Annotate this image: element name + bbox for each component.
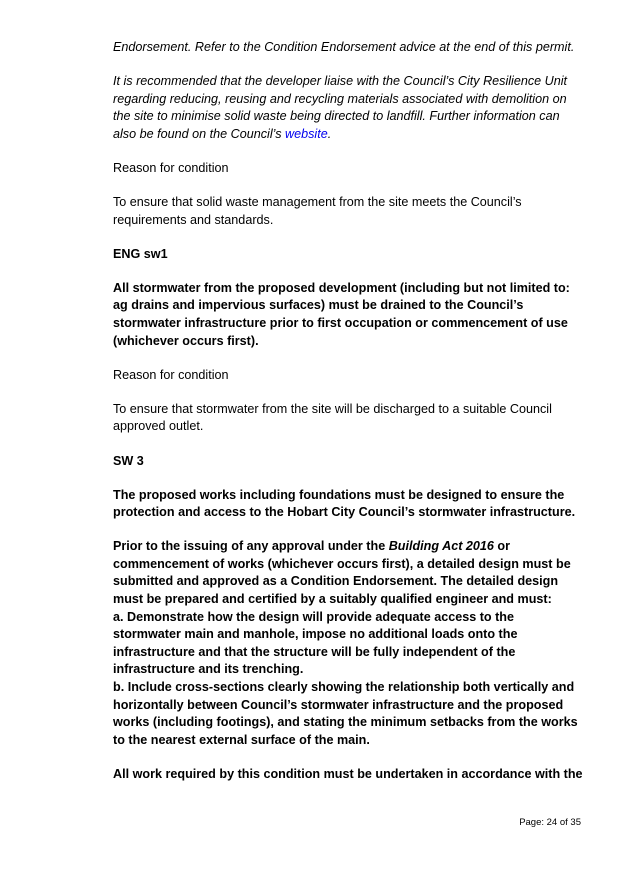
page-number: Page: 24 of 35 xyxy=(519,817,581,828)
recommendation-text: It is recommended that the developer liaise with the Council’s City Resilience Unit regarding reducing, reusing and recycling materials associated with demolition on the site to minimise solid waste being directed to landfill. Further information can also be found on the Council’s xyxy=(113,74,568,141)
sw3-p2-start: Prior to the issuing of any approval under the xyxy=(113,539,389,554)
document-body xyxy=(113,39,583,800)
sw3-p2-rest: or commencement of works (whichever occurs first), a detailed design must be submitted and approved as a Condition Endorsement. The detailed design must be prepared and certified by a suitably qualified engineer and must: xyxy=(113,539,571,607)
sw3-paragraph-3: All work required by this condition must be undertaken in accordance with the xyxy=(113,766,583,781)
reason-text-2: To ensure that stormwater from the site will be discharged to a suitable Council approved outlet. xyxy=(113,401,552,434)
sw3-item-a: a. Demonstrate how the design will provide adequate access to the stormwater main and manhole, impose no additional loads onto the infrastructure and that the structure will be fully independent of the infrastructure and its trenching. xyxy=(113,609,518,677)
reason-heading-1: Reason for condition xyxy=(113,160,229,175)
sw3-paragraph-1: The proposed works including foundations must be designed to ensure the protection and access to the Hobart City Council’s stormwater infrastructure. xyxy=(113,487,576,520)
sw3-item-b: b. Include cross-sections clearly showing the relationship both vertically and horizontally between Council’s stormwater infrastructure and the proposed works (including footings), and stating the minimum setbacks from the works to the nearest external surface of the main. xyxy=(113,680,578,747)
recommendation-paragraph xyxy=(113,73,583,143)
condition-heading-eng-sw1: ENG sw1 xyxy=(113,246,168,261)
sw3-paragraph-2 xyxy=(113,538,583,749)
condition-heading-sw3: SW 3 xyxy=(113,453,144,468)
endorsement-paragraph: Endorsement. Refer to the Condition Endorsement advice at the end of this permit. xyxy=(113,40,575,54)
recommendation-end: . xyxy=(327,126,332,141)
website-link[interactable]: website xyxy=(285,126,328,141)
reason-text-1: To ensure that solid waste management from the site meets the Council’s requirements and standards. xyxy=(113,195,522,227)
building-act-title: Building Act 2016 xyxy=(388,539,494,554)
eng-sw1-body: All stormwater from the proposed development (including but not limited to: ag drains and impervious surfaces) must be drained to the Council’s stormwater infrastructure prior to first occupation or commencement of use (whichever occurs first). xyxy=(113,280,570,348)
reason-heading-2: Reason for condition xyxy=(113,367,229,382)
